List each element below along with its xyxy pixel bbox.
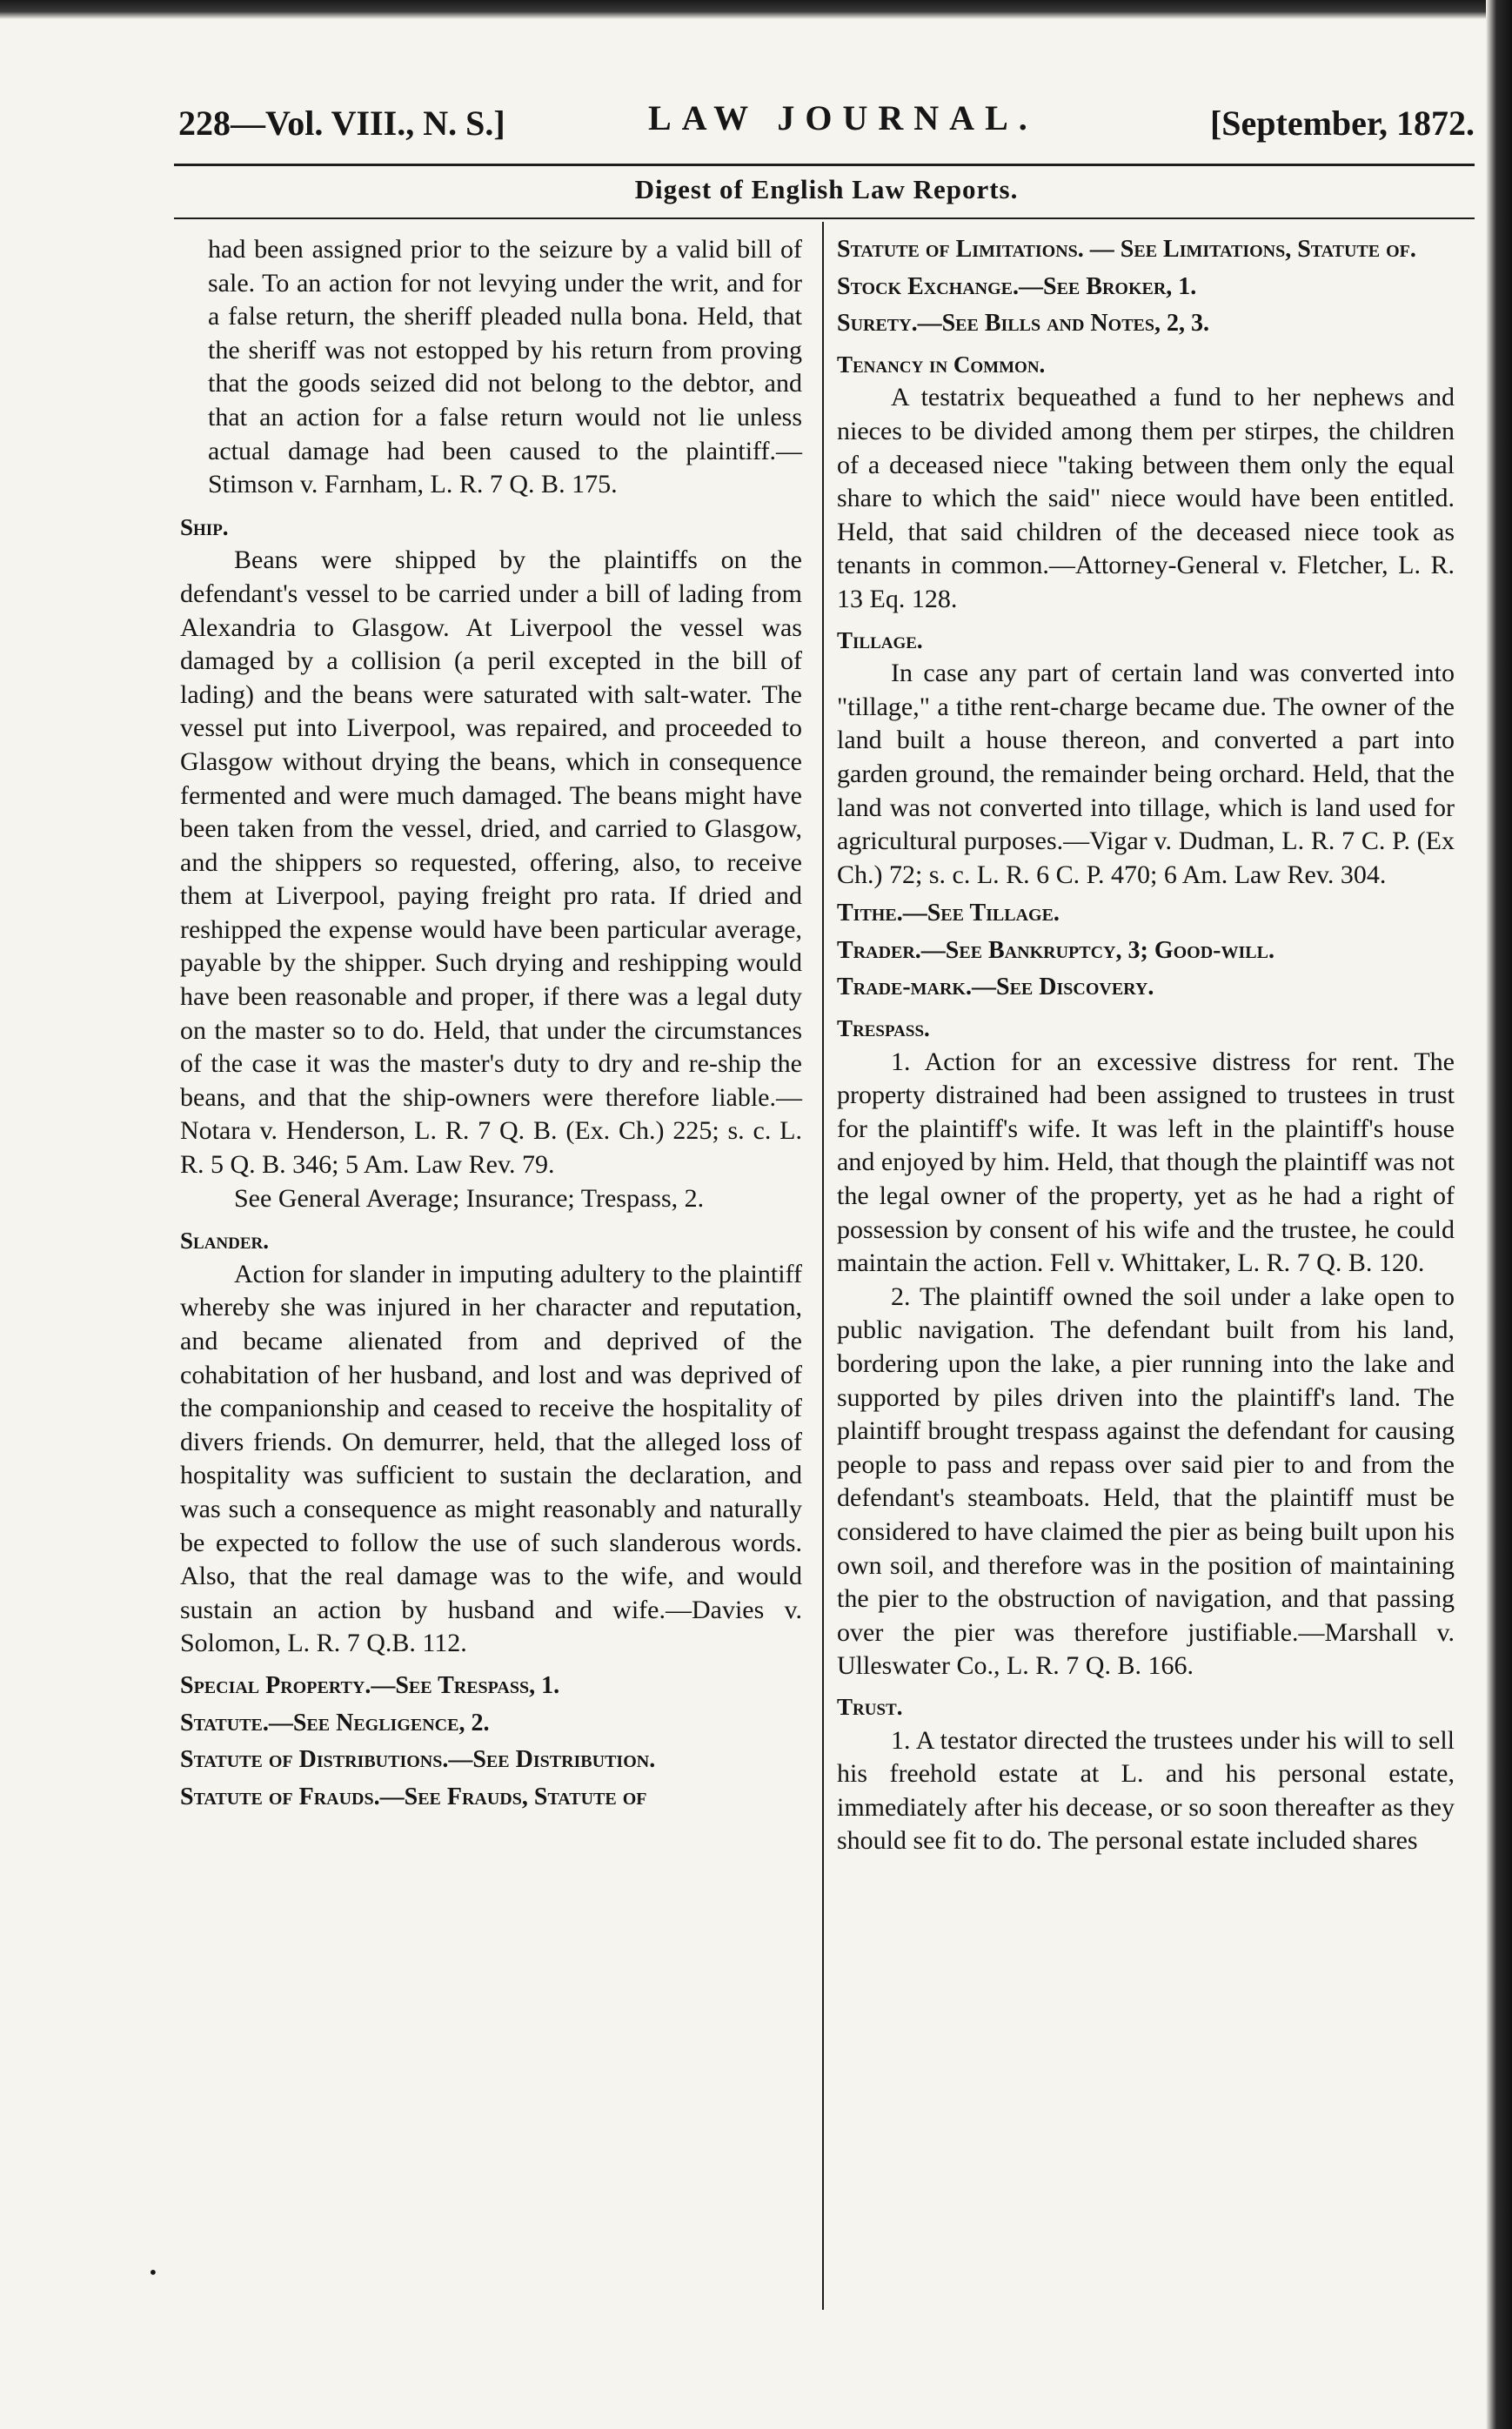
trespass-2: 2. The plaintiff owned the soil under a lake open to public navigation. The defendant built from his land, bordering upon the lake, a pier running into the lake and supported by piles driven into the plaintiff's land. The plaintiff brought trespass against the defendant for causing people to pass and repass over said pier to and from the defendant's steamboats. Held, that the plaintiff must be considered to have claimed the pier as being built upon his own soil, and therefore was in the position of maintaining the pier to the obstruction of navigation, and that passing over the pier was therefore justifiable.—Marshall v. Ulleswater Co., L. R. 7 Q. B. 166.	[837, 1281, 1455, 1681]
xref-stock-exchange: Stock Exchange.—See Broker, 1.	[837, 272, 1197, 300]
page-volume: 228—Vol. VIII., N. S.]	[178, 104, 505, 143]
left-column	[180, 233, 802, 1814]
ship-see: See General Average; Insurance; Trespass, 2.	[234, 1183, 705, 1213]
xref-statute-limitations: Statute of Limitations. — See Limitations, Statute of.	[837, 236, 1416, 263]
slander-text: Action for slander in imputing adultery to the plaintiff whereby she was injured in her character and reputation, and became alienated from and deprived of the cohabitation of her husband, and lost and was deprived of the companionship and ceased to receive the hospitality of divers friends. On demurrer, held, that the alleged loss of hospitality was sufficient to sustain the declaration, and was such a consequence as might reasonably and naturally be expected to follow the use of such slanderous words. Also, that the real damage was to the wife, and would sustain an action by husband and wife.—Davies v. Solomon, L. R. 7 Q.B. 112.	[180, 1259, 802, 1658]
xref-surety: Surety.—See Bills and Notes, 2, 3.	[837, 310, 1210, 338]
tenancy-text: A testatrix bequeathed a fund to her nephews and nieces to be divided among them per stirpes, the children of a deceased niece "taking between them only the equal share to which the said" niece would have been entitled. Held, that said children of the deceased niece took as tenants in common.—Attorney-General v. Fletcher, L. R. 13 Eq. 128.	[837, 383, 1455, 613]
trespass-1: 1. Action for an excessive distress for rent. The property distrained had been assigned to trustees in trust for the plaintiff's wife. It was left in the plaintiff's house and enjoyed by him. Held, that though the plaintiff was not the legal owner of the property, yet as he had a right of possession by consent of his wife and the trustee, he could maintain the action. Fell v. Whittaker, L. R. 7 Q. B. 120.	[837, 1047, 1455, 1278]
subheader-rule	[174, 217, 1475, 219]
issue-date: [September, 1872.	[1209, 104, 1475, 143]
trust-1: 1. A testator directed the trustees under his will to sell his freehold estate at L. and his personal estate, immediately after his decease, or so soon thereafter as they should see fit to do. The personal estate included shares	[837, 1725, 1455, 1856]
right-column	[837, 233, 1455, 1858]
column-divider	[822, 222, 824, 2310]
xref-trade-mark: Trade-mark.—See Discovery.	[837, 974, 1154, 1001]
xref-statute-frauds: Statute of Frauds.—See Frauds, Statute of	[180, 1783, 647, 1810]
page-header	[178, 97, 1475, 150]
ship-text: Beans were shipped by the plaintiffs on the defendant's vessel to be carried under a bill of lading from Alexandria to Glasgow. At Liverpool the vessel was damaged by a collision (a peril excepted in the bill of lading) and the beans were saturated with salt-water. The vessel put into Liverpool, was repaired, and proceeded to Glasgow without drying the beans, which in consequence fermented and were much damaged. The beans might have been taken from the vessel, dried, and carried to Glasgow, and the shippers so requested, offering, also, to receive them at Liverpool, paying freight pro rata. If dried and reshipped the expense would have been particular average, payable by the shipper. Such drying and reshipping would have been reasonable and proper, if there was a legal duty on the master so to do. Held, that under the circumstances of the case it was the master's duty to dry and re-ship the beans, and that the ship-owners were therefore liable.—Notara v. Henderson, L. R. 7 Q. B. (Ex. Ch.) 225; s. c. L. R. 5 Q. B. 346; 5 Am. Law Rev. 79.	[180, 545, 802, 1180]
scan-top-edge	[0, 0, 1512, 19]
header-rule	[174, 164, 1475, 166]
xref-statute-distributions: Statute of Distributions.—See Distribution.	[180, 1746, 656, 1774]
xref-statute: Statute.—See Negligence, 2.	[180, 1709, 490, 1736]
section-subheader: Digest of English Law Reports.	[634, 174, 1019, 204]
tillage-text: In case any part of certain land was converted into "tillage," a tithe rent-charge became due. The owner of the land built a house thereon, and converted a part into garden ground, the remainder being orchard. Held, that the land was not converted into tillage, which is land used for agricultural purposes.—Vigar v. Dudman, L. R. 7 C. P. (Ex Ch.) 72; s. c. L. R. 6 C. P. 470; 6 Am. Law Rev. 304.	[837, 659, 1455, 889]
heading-trust: Trust.	[837, 1693, 903, 1720]
case-stimson: had been assigned prior to the seizure by a valid bill of sale. To an action for not levying under the writ, and for a false return, the sheriff pleaded nulla bona. Held, that the sheriff was not estopped by his return from proving that the goods seized did not belong to the debtor, and that an action for a false return would not lie unless actual damage had been caused to the plaintiff.—Stimson v. Farnham, L. R. 7 Q. B. 175.	[208, 235, 802, 499]
heading-trespass: Trespass.	[837, 1015, 930, 1042]
xref-special-property: Special Property.—See Trespass, 1.	[180, 1671, 560, 1699]
xref-trader: Trader.—See Bankruptcy, 3; Good-will.	[837, 936, 1274, 964]
heading-tillage: Tillage.	[837, 626, 923, 653]
heading-ship: Ship.	[180, 513, 229, 540]
heading-tenancy: Tenancy in Common.	[837, 351, 1046, 378]
scan-right-edge	[1486, 0, 1512, 2429]
journal-title: LAW JOURNAL.	[648, 98, 1038, 137]
xref-tithe: Tithe.—See Tillage.	[837, 900, 1060, 927]
heading-slander: Slander.	[180, 1228, 269, 1255]
margin-mark: •	[148, 2262, 158, 2283]
